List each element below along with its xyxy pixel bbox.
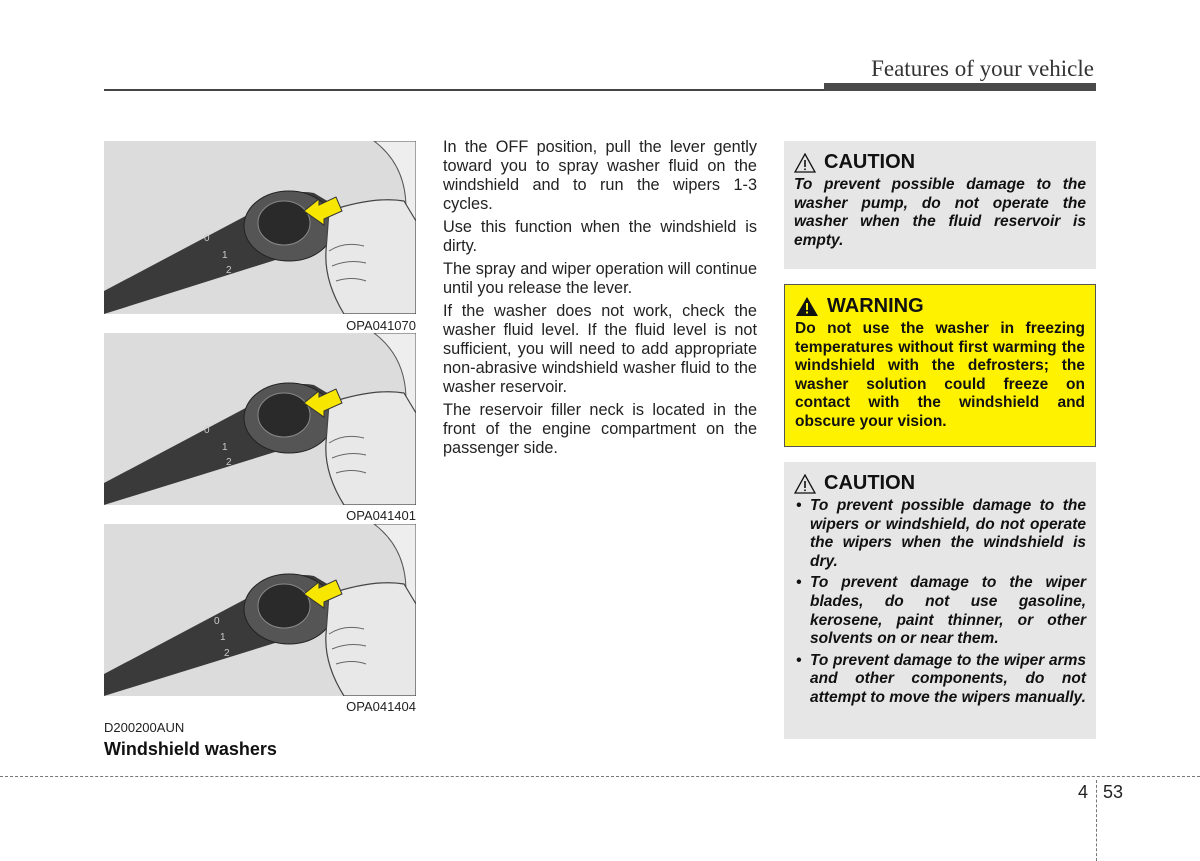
svg-text:0: 0 <box>204 425 210 436</box>
caution-list <box>794 497 1086 708</box>
header-rule <box>104 89 824 91</box>
section-doc-code: D200200AUN <box>104 720 185 735</box>
warning-heading <box>795 295 1085 318</box>
caution-heading <box>794 472 1086 495</box>
caution-list-item: • To prevent possible damage to the wipers or windshield, do not operate the wipers when the windshield is dry. <box>794 497 1086 571</box>
caution-title: CAUTION <box>824 151 916 173</box>
svg-text:2: 2 <box>226 265 232 276</box>
body-paragraph: If the washer does not work, check the washer fluid level. If the fluid level is not sufficient, you will need to add appropriate non-abrasive windshield washer fluid to the washer reservoir. <box>443 302 757 396</box>
caution-list-item: • To prevent damage to the wiper blades, do not use gasoline, kerosene, paint thinner, or other solvents on or near them. <box>794 574 1086 648</box>
footer-dashed-rule <box>0 776 1200 777</box>
warning-triangle-icon <box>795 296 819 317</box>
warning-title: WARNING <box>827 295 924 317</box>
svg-text:0: 0 <box>204 233 210 244</box>
svg-text:2: 2 <box>226 457 232 468</box>
page-chapter-number: 4 <box>1078 782 1089 802</box>
svg-text:1: 1 <box>222 250 228 261</box>
svg-text:2: 2 <box>224 648 230 659</box>
section-title: Windshield washers <box>104 739 277 759</box>
figure-c-illustration <box>104 524 416 696</box>
body-paragraph: The spray and wiper operation will continue until you release the lever. <box>443 260 757 297</box>
header-rule-bar <box>824 83 1096 91</box>
figure-b-code: OPA041401 <box>346 508 416 523</box>
caution-triangle-icon <box>794 474 816 494</box>
caution-heading <box>794 151 1086 174</box>
caution-triangle-icon <box>794 153 816 173</box>
svg-text:1: 1 <box>222 442 228 453</box>
svg-text:0: 0 <box>214 616 220 627</box>
page-header-title: Features of your vehicle <box>871 56 1094 81</box>
figure-c-code: OPA041404 <box>346 699 416 714</box>
warning-text: Do not use the washer in freezing temperatures without first warming the windshield with the defrosters; the washer solution could freeze on contact with the windshield and obscure your vision. <box>795 320 1085 430</box>
caution-box-washer-pump <box>784 141 1096 269</box>
body-text-column <box>443 138 757 462</box>
figure-a-code: OPA041070 <box>346 318 416 333</box>
body-paragraph: The reservoir filler neck is located in the front of the engine compartment on the passenger side. <box>443 401 757 457</box>
warning-box-freezing <box>784 284 1096 447</box>
caution-box-wipers <box>784 462 1096 739</box>
page-number: 53 <box>1103 782 1124 802</box>
body-paragraph: Use this function when the windshield is dirty. <box>443 218 757 255</box>
caution-list-item: • To prevent damage to the wiper arms and other components, do not attempt to move the wipers manually. <box>794 652 1086 708</box>
figure-b-illustration <box>104 333 416 505</box>
figure-a-illustration <box>104 141 416 314</box>
footer-vertical-dashed-rule <box>1096 780 1097 861</box>
svg-text:1: 1 <box>220 632 226 643</box>
body-paragraph: In the OFF position, pull the lever gently toward you to spray washer fluid on the windshield and to run the wipers 1-3 cycles. <box>443 138 757 213</box>
caution-text: To prevent possible damage to the washer pump, do not operate the washer when the fluid reservoir is empty. <box>794 176 1086 249</box>
caution-title: CAUTION <box>824 472 916 494</box>
